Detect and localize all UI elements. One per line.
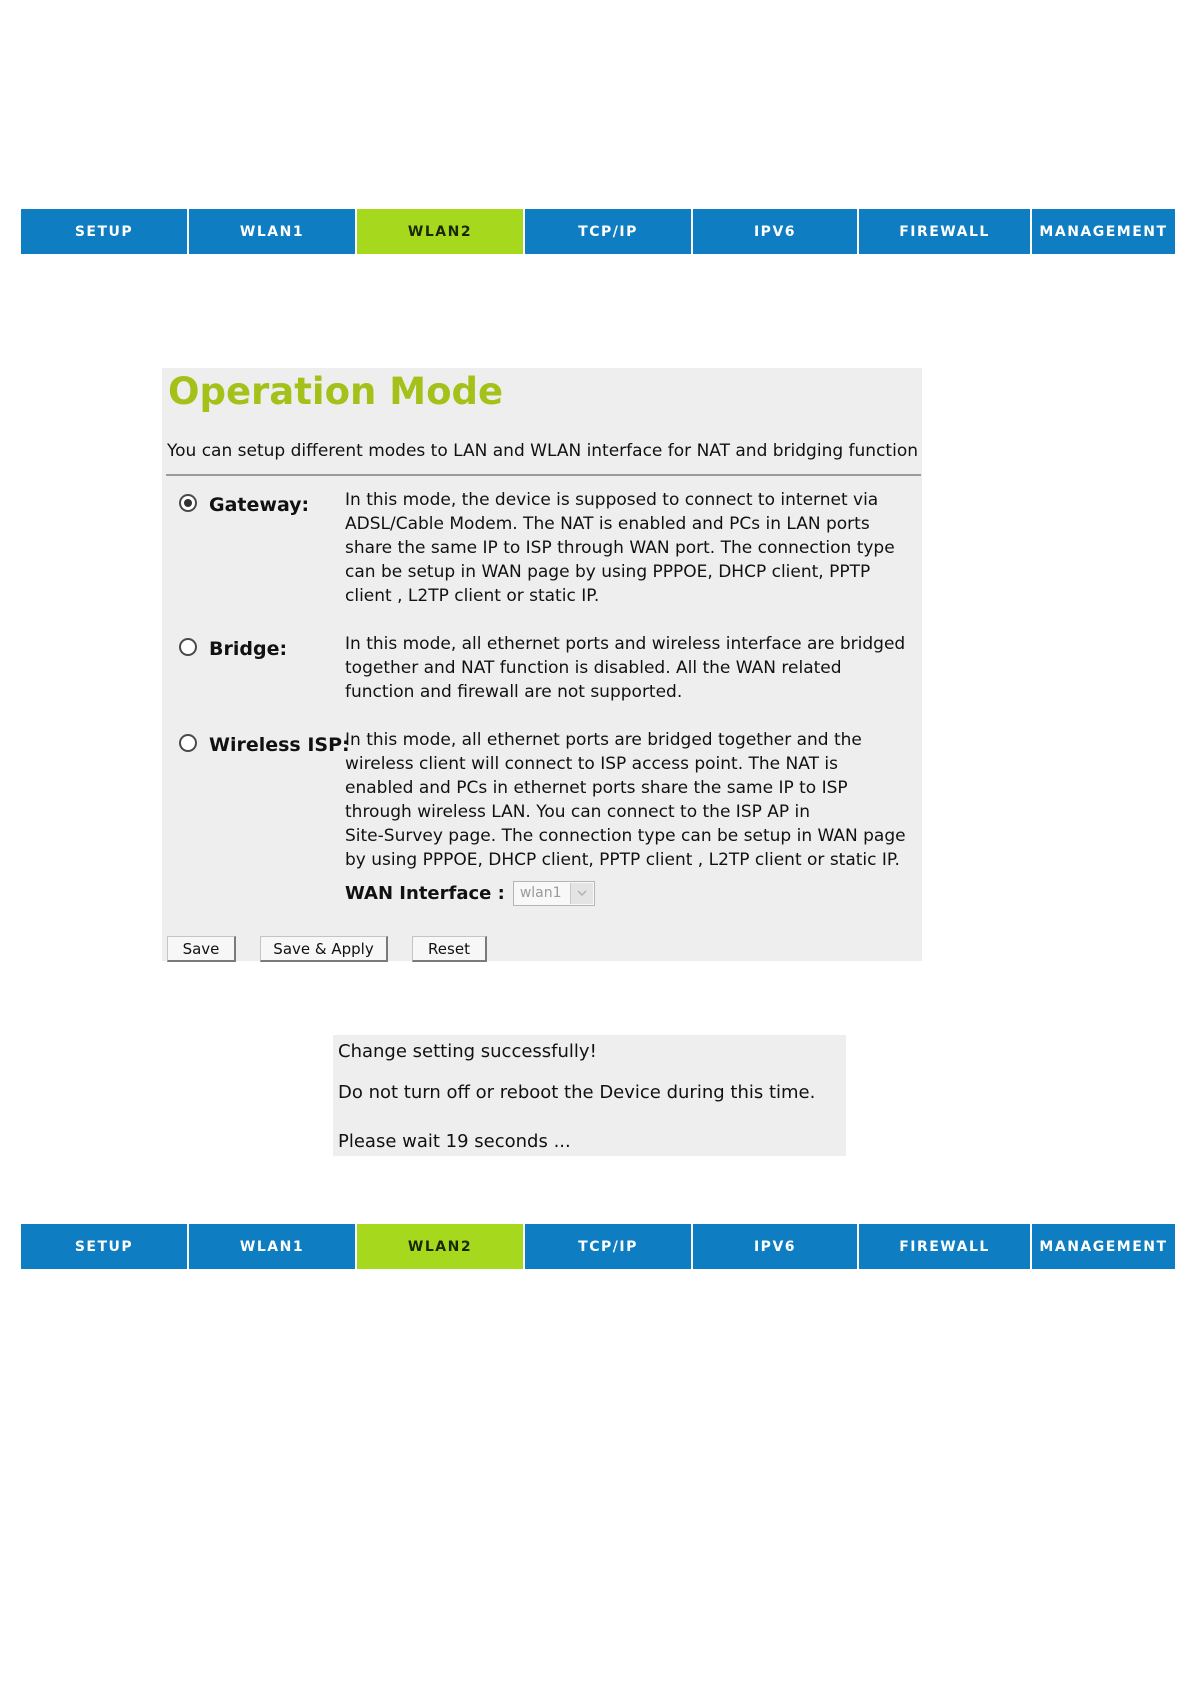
description-line: In this mode, all ethernet ports are bridged together and the [345,730,862,750]
gateway-radio[interactable] [179,494,197,512]
save-button[interactable]: Save [167,936,236,962]
bridge-description [345,632,905,704]
description-line: by using PPPOE, DHCP client, PPTP client , L2TP client or static IP. [345,850,900,870]
tab-management[interactable]: MANAGEMENT [1032,1224,1175,1269]
description-line: share the same IP to ISP through WAN port. The connection type [345,538,895,558]
description-line: ADSL/Cable Modem. The NAT is enabled and PCs in LAN ports [345,514,870,534]
wireless-isp-description [345,728,906,872]
status-countdown-text: Please wait 19 seconds ... [338,1131,571,1152]
tab-tcp-ip[interactable]: TCP/IP [525,209,693,254]
tab-ipv6[interactable]: IPV6 [693,1224,859,1269]
gateway-description [345,488,895,608]
tab-wlan1[interactable]: WLAN1 [189,209,357,254]
operation-mode-panel [162,368,922,961]
wireless-isp-radio[interactable] [179,734,197,752]
tab-wlan1[interactable]: WLAN1 [189,1224,357,1269]
bridge-radio[interactable] [179,638,197,656]
description-line: client , L2TP client or static IP. [345,586,600,606]
description-line: function and firewall are not supported. [345,682,683,702]
status-warning-text: Do not turn off or reboot the Device during this time. [338,1082,816,1103]
description-line: In this mode, all ethernet ports and wireless interface are bridged [345,634,906,654]
description-line: wireless client will connect to ISP access point. The NAT is [345,754,838,774]
wan-interface-row [345,880,595,906]
status-success-text: Change setting successfully! [338,1041,597,1062]
save-apply-button[interactable]: Save & Apply [260,936,388,962]
description-line: through wireless LAN. You can connect to the ISP AP in [345,802,811,822]
chevron-down-icon [570,883,593,904]
bottom-nav-bar [21,1224,1175,1269]
description-line: together and NAT function is disabled. All the WAN related [345,658,842,678]
top-nav-bar [21,209,1175,254]
gateway-label: Gateway: [209,494,310,516]
tab-wlan2[interactable]: WLAN2 [357,209,525,254]
description-line: In this mode, the device is supposed to connect to internet via [345,490,879,510]
tab-ipv6[interactable]: IPV6 [693,209,859,254]
tab-firewall[interactable]: FIREWALL [859,209,1032,254]
tab-setup[interactable]: SETUP [21,209,189,254]
description-line: can be setup in WAN page by using PPPOE, DHCP client, PPTP [345,562,871,582]
tab-setup[interactable]: SETUP [21,1224,189,1269]
description-line: Site-Survey page. The connection type can be setup in WAN page [345,826,906,846]
page-title: Operation Mode [168,370,504,413]
bridge-label: Bridge: [209,638,288,660]
wan-interface-value: wlan1 [519,885,562,901]
wan-interface-select[interactable] [513,881,595,906]
divider [166,474,921,476]
tab-firewall[interactable]: FIREWALL [859,1224,1032,1269]
intro-text: You can setup different modes to LAN and WLAN interface for NAT and bridging function [167,441,918,461]
tab-wlan2[interactable]: WLAN2 [357,1224,525,1269]
wireless-isp-label: Wireless ISP: [209,734,350,756]
tab-tcp-ip[interactable]: TCP/IP [525,1224,693,1269]
wan-interface-label: WAN Interface : [345,882,505,904]
description-line: enabled and PCs in ethernet ports share the same IP to ISP [345,778,848,798]
reset-button[interactable]: Reset [412,936,487,962]
status-message-box [333,1035,846,1156]
tab-management[interactable]: MANAGEMENT [1032,209,1175,254]
